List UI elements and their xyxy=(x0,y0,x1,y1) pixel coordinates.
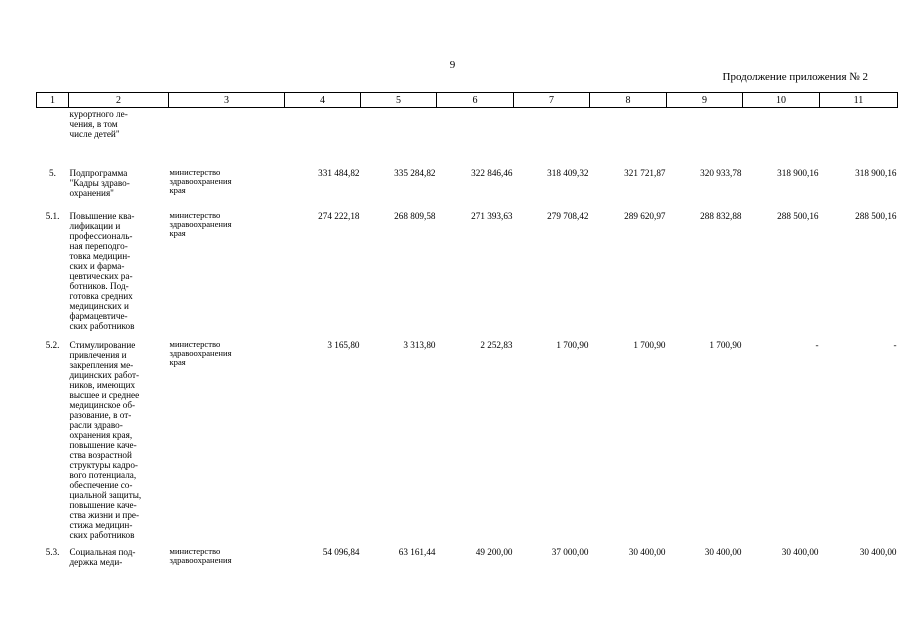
col-header: 9 xyxy=(667,93,743,108)
row-value: 63 161,44 xyxy=(398,547,436,557)
row-value: 321 721,87 xyxy=(624,168,666,178)
row-executor: министерство здравоохранения края xyxy=(169,210,232,238)
col-header: 3 xyxy=(169,93,285,108)
row-value: 335 284,82 xyxy=(394,168,436,178)
row-value: 274 222,18 xyxy=(318,211,360,221)
row-value: 322 846,46 xyxy=(471,168,513,178)
col-header: 4 xyxy=(285,93,361,108)
row-value: 1 700,90 xyxy=(709,340,742,350)
col-header: 10 xyxy=(743,93,820,108)
row-value: 30 400,00 xyxy=(781,547,819,557)
col-header: 8 xyxy=(590,93,667,108)
col-header: 1 xyxy=(37,93,69,108)
row-value: - xyxy=(893,340,897,350)
row-name: Подпрограмма "Кадры здраво- охранения" xyxy=(69,168,130,198)
row-value: - xyxy=(815,340,819,350)
row-value: 318 409,32 xyxy=(547,168,589,178)
row-value: 30 400,00 xyxy=(859,547,897,557)
col-header: 5 xyxy=(361,93,437,108)
table-row xyxy=(37,167,898,210)
row-value xyxy=(285,108,361,168)
row-value: 288 500,16 xyxy=(855,211,897,221)
row-value xyxy=(514,108,590,168)
col-header: 7 xyxy=(514,93,590,108)
row-value: 279 708,42 xyxy=(547,211,589,221)
row-value: 2 252,83 xyxy=(480,340,513,350)
header-row xyxy=(37,93,898,108)
row-executor: министерство здравоохранения xyxy=(169,546,232,565)
row-value: 271 393,63 xyxy=(471,211,513,221)
continuation-caption: Продолжение приложения № 2 xyxy=(722,71,868,83)
row-value: 3 165,80 xyxy=(327,340,360,350)
col-header: 11 xyxy=(820,93,898,108)
table-row xyxy=(37,108,898,168)
row-index: 5.2. xyxy=(45,340,60,350)
row-value: 288 832,88 xyxy=(700,211,742,221)
table-row xyxy=(37,210,898,339)
row-value xyxy=(590,108,667,168)
row-value: 289 620,97 xyxy=(624,211,666,221)
page-number: 9 xyxy=(449,59,456,71)
row-executor: министерство здравоохранения края xyxy=(169,167,232,195)
row-name: Стимулирование привлечения и закрепления ме- дицинских работ- ников, имеющих высшее и среднее медицинское об- разование, в от- расли здраво- охранения края, повышение каче- ства возрастной структуры кадро- вого потенциала, обеспечение со- циальной защиты, повышение каче- ства жизни и пре- стижа медицин- ских работников xyxy=(69,340,142,540)
row-value: 318 900,16 xyxy=(777,168,819,178)
row-value: 1 700,90 xyxy=(633,340,666,350)
row-value: 318 900,16 xyxy=(855,168,897,178)
row-value: 1 700,90 xyxy=(556,340,589,350)
row-index: 5.1. xyxy=(45,211,60,221)
row-index: 5. xyxy=(49,168,56,178)
row-value xyxy=(667,108,743,168)
table-row xyxy=(37,547,898,567)
row-value: 37 000,00 xyxy=(551,547,589,557)
row-name: Социальная под- держка меди- xyxy=(69,547,136,567)
row-value: 3 313,80 xyxy=(403,340,436,350)
row-value xyxy=(743,108,820,168)
row-value xyxy=(361,108,437,168)
row-value: 331 484,82 xyxy=(318,168,360,178)
col-header: 2 xyxy=(69,93,169,108)
col-header: 6 xyxy=(437,93,514,108)
appendix-table xyxy=(36,92,898,567)
row-executor: министерство здравоохранения края xyxy=(169,339,232,367)
row-index xyxy=(37,108,69,168)
row-value: 30 400,00 xyxy=(628,547,666,557)
row-executor xyxy=(169,108,285,168)
row-value xyxy=(820,108,898,168)
row-value: 54 096,84 xyxy=(322,547,360,557)
row-value xyxy=(437,108,514,168)
row-value: 320 933,78 xyxy=(700,168,742,178)
table-row xyxy=(37,339,898,547)
row-value: 49 200,00 xyxy=(475,547,513,557)
row-value: 288 500,16 xyxy=(777,211,819,221)
row-name: Повышение ква- лификации и профессиональ- ная переподго- товка медицин- ских и фарма- цевтических ра- ботников. Под- готовка средних медицинских и фармацевтиче- ских работников xyxy=(69,211,135,331)
row-name: курортного ле- чения, в том числе детей" xyxy=(69,109,128,139)
row-value: 30 400,00 xyxy=(704,547,742,557)
row-value: 268 809,58 xyxy=(394,211,436,221)
row-index: 5.3. xyxy=(45,547,60,557)
